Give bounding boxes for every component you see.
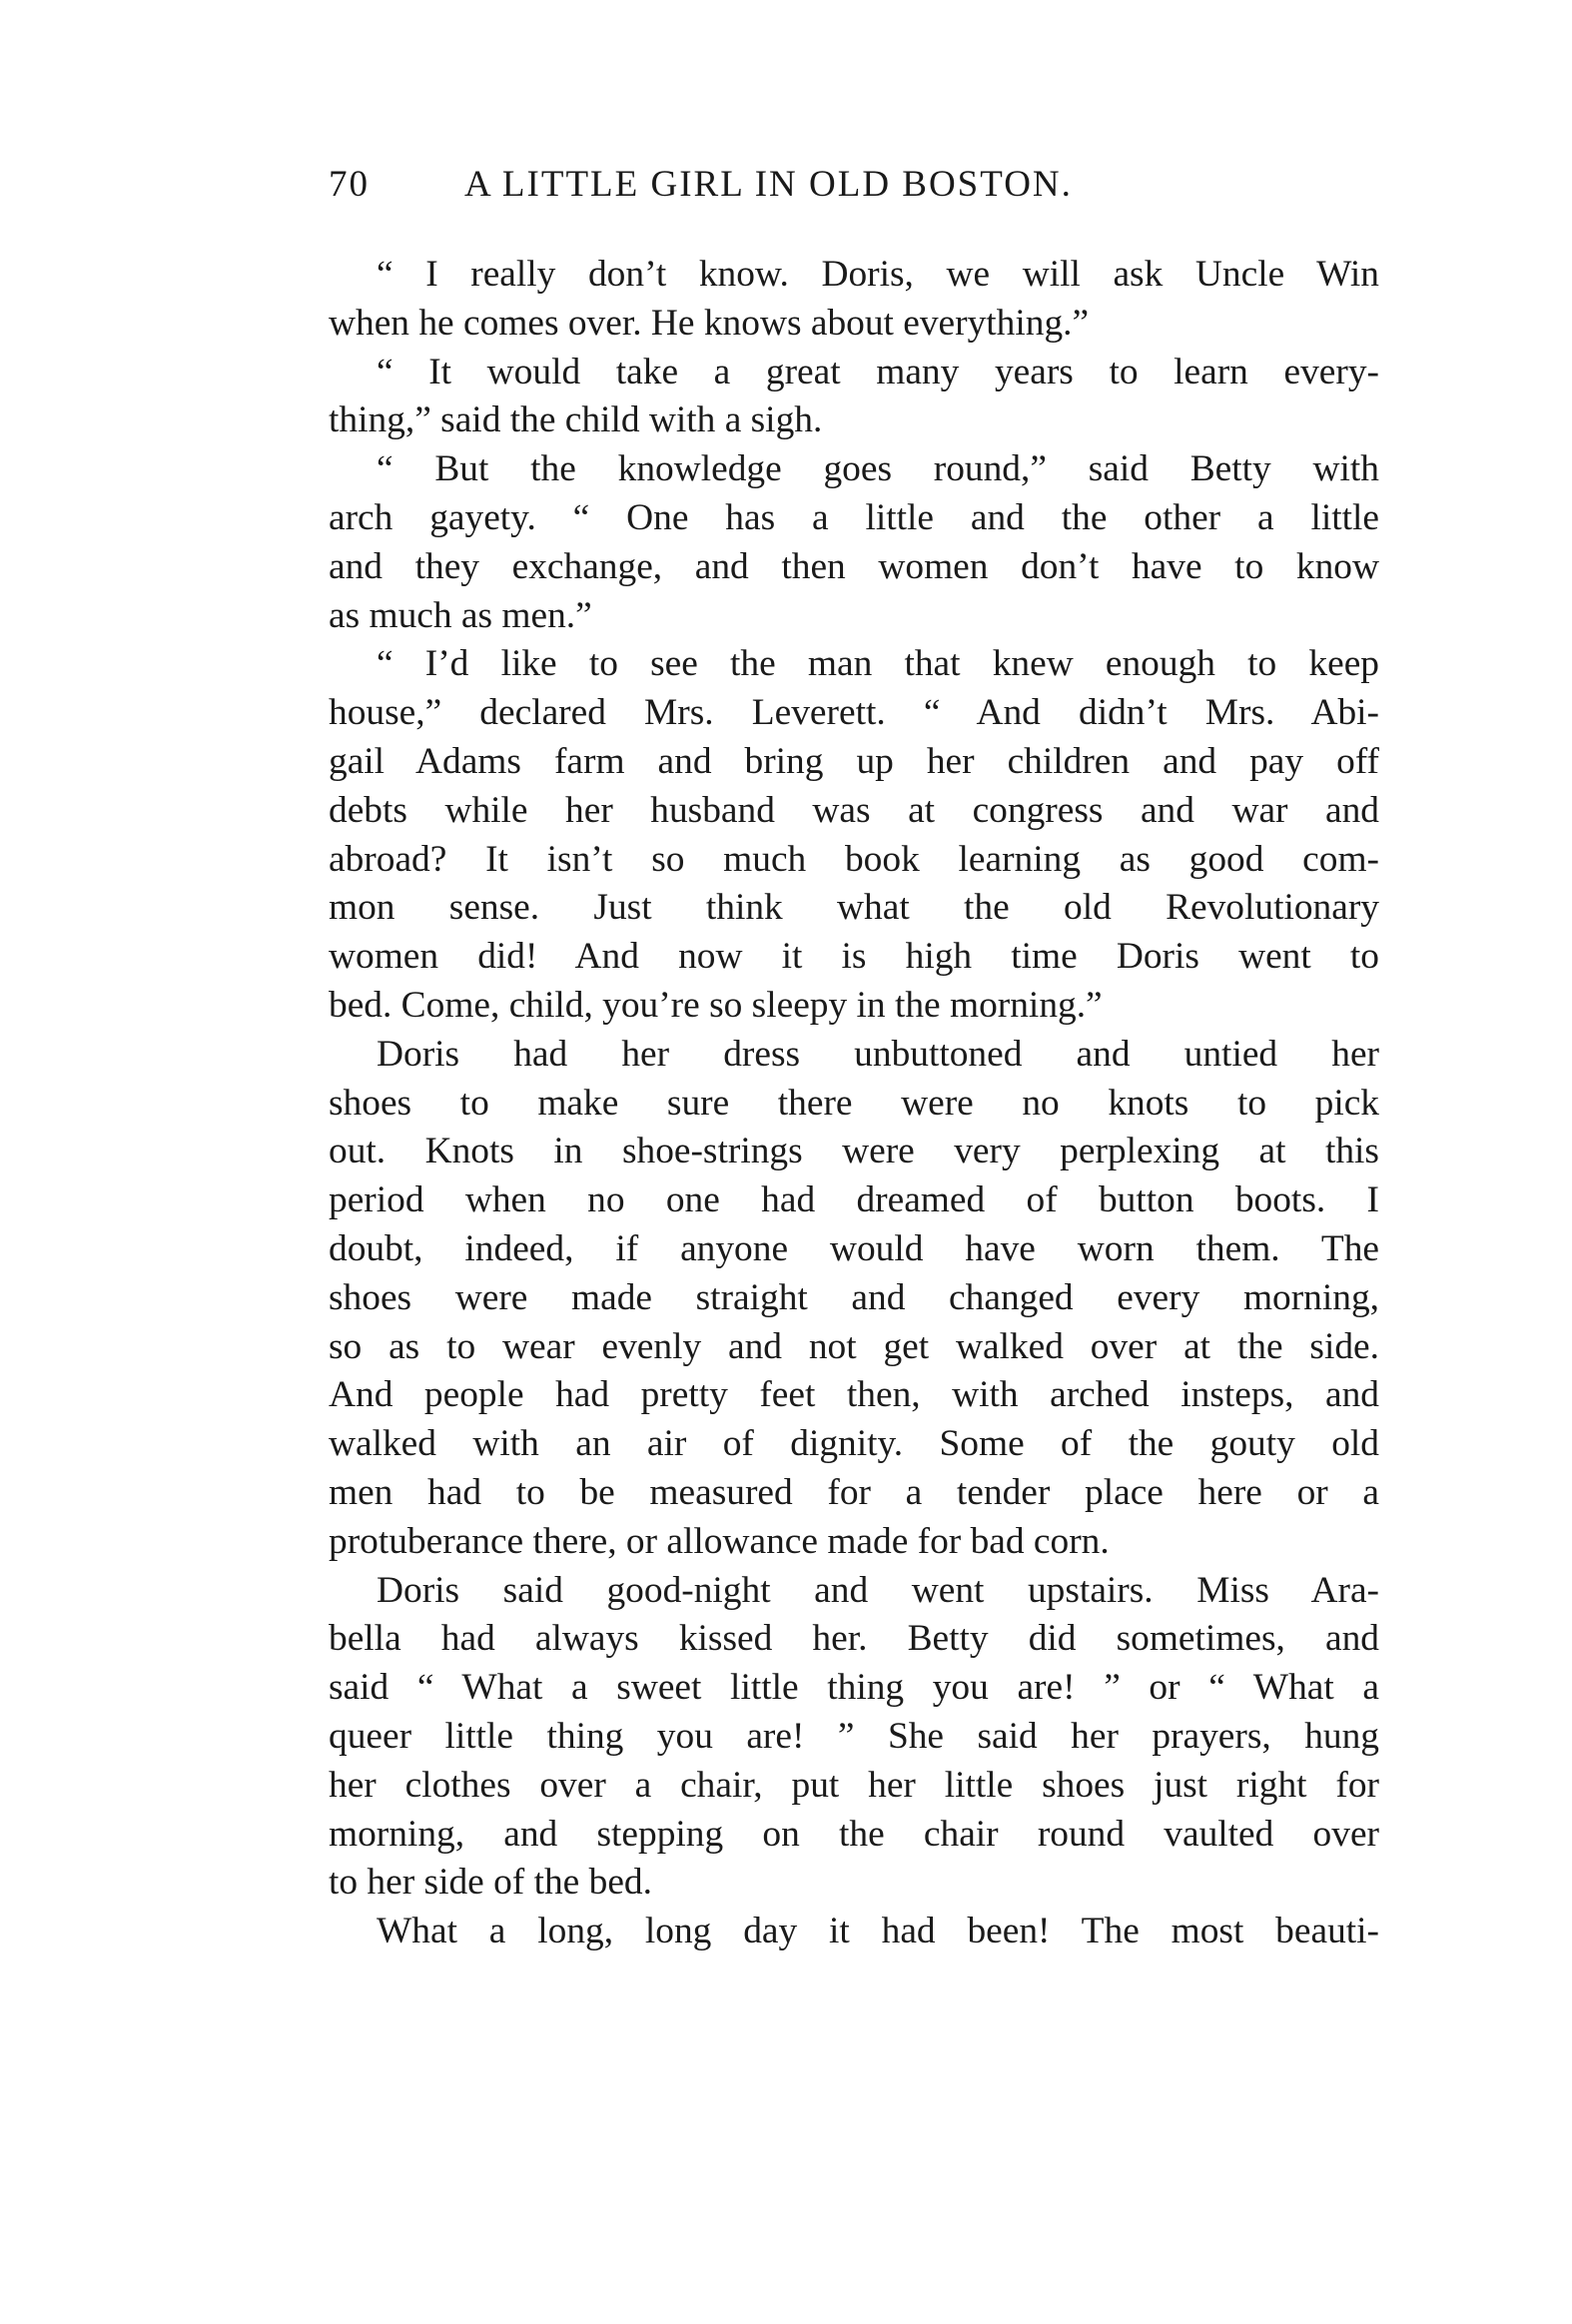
text-line: thing,” said the child with a sigh. <box>329 399 823 441</box>
text-line: “ I really don’t know. Doris, we will ask Uncle Win <box>377 254 1379 295</box>
text-line: men had to be measured for a tender place here or a <box>329 1471 1379 1513</box>
text-line: Doris had her dress unbuttoned and untied her <box>377 1033 1379 1075</box>
text-line: bed. Come, child, you’re so sleepy in the morning.” <box>329 984 1103 1026</box>
text-line: shoes to make sure there were no knots to pick <box>329 1082 1379 1124</box>
text-line: so as to wear evenly and not get walked over at the side. <box>329 1325 1379 1367</box>
text-line: said “ What a sweet little thing you are! ” or “ What a <box>329 1667 1379 1709</box>
text-line: “ It would take a great many years to learn every- <box>377 351 1379 392</box>
text-line: abroad? It isn’t so much book learning as good com- <box>329 838 1379 880</box>
text-line: to her side of the bed. <box>329 1862 652 1904</box>
text-line: women did! And now it is high time Doris went to <box>329 936 1379 978</box>
paragraph <box>329 640 1379 1030</box>
text-line: when he comes over. He knows about everything.” <box>329 302 1090 344</box>
text-line: walked with an air of dignity. Some of the gouty old <box>329 1423 1379 1465</box>
paragraph <box>329 1567 1379 1909</box>
text-line: queer little thing you are! ” She said her prayers, hung <box>329 1715 1379 1757</box>
text-line: “ I’d like to see the man that knew enough to keep <box>377 643 1379 685</box>
text-line: And people had pretty feet then, with arched insteps, and <box>329 1374 1379 1416</box>
body-text <box>329 251 1379 1956</box>
text-line: out. Knots in shoe-strings were very perplexing at this <box>329 1131 1379 1172</box>
text-line: morning, and stepping on the chair round vaulted over <box>329 1813 1379 1855</box>
running-title: A LITTLE GIRL IN OLD BOSTON. <box>464 164 1073 205</box>
text-line: bella had always kissed her. Betty did sometimes, and <box>329 1618 1379 1660</box>
text-line: arch gayety. “ One has a little and the other a little <box>329 496 1379 538</box>
text-line: Doris said good-night and went upstairs. Miss Ara- <box>377 1569 1379 1611</box>
paragraph <box>329 349 1379 446</box>
text-line: period when no one had dreamed of button boots. I <box>329 1179 1379 1221</box>
text-line: debts while her husband was at congress and war and <box>329 789 1379 831</box>
page-number: 70 <box>329 164 370 205</box>
text-line: shoes were made straight and changed every morning, <box>329 1276 1379 1318</box>
text-line: What a long, long day it had been! The most beauti- <box>377 1911 1379 1952</box>
text-line: protuberance there, or allowance made for bad corn. <box>329 1520 1110 1562</box>
text-line: mon sense. Just think what the old Revolutionary <box>329 887 1379 929</box>
text-line: “ But the knowledge goes round,” said Betty with <box>377 448 1379 490</box>
paragraph <box>329 1908 1379 1956</box>
paragraph <box>329 1031 1379 1567</box>
text-line: her clothes over a chair, put her little shoes just right for <box>329 1764 1379 1806</box>
text-line: and they exchange, and then women don’t have to know <box>329 545 1379 587</box>
running-head <box>329 163 1247 223</box>
text-line: house,” declared Mrs. Leverett. “ And didn’t Mrs. Abi- <box>329 692 1379 734</box>
paragraph <box>329 445 1379 640</box>
text-line: as much as men.” <box>329 594 592 636</box>
text-line: doubt, indeed, if anyone would have worn them. The <box>329 1227 1379 1269</box>
text-line: gail Adams farm and bring up her children and pay off <box>329 740 1379 782</box>
paragraph <box>329 251 1379 349</box>
